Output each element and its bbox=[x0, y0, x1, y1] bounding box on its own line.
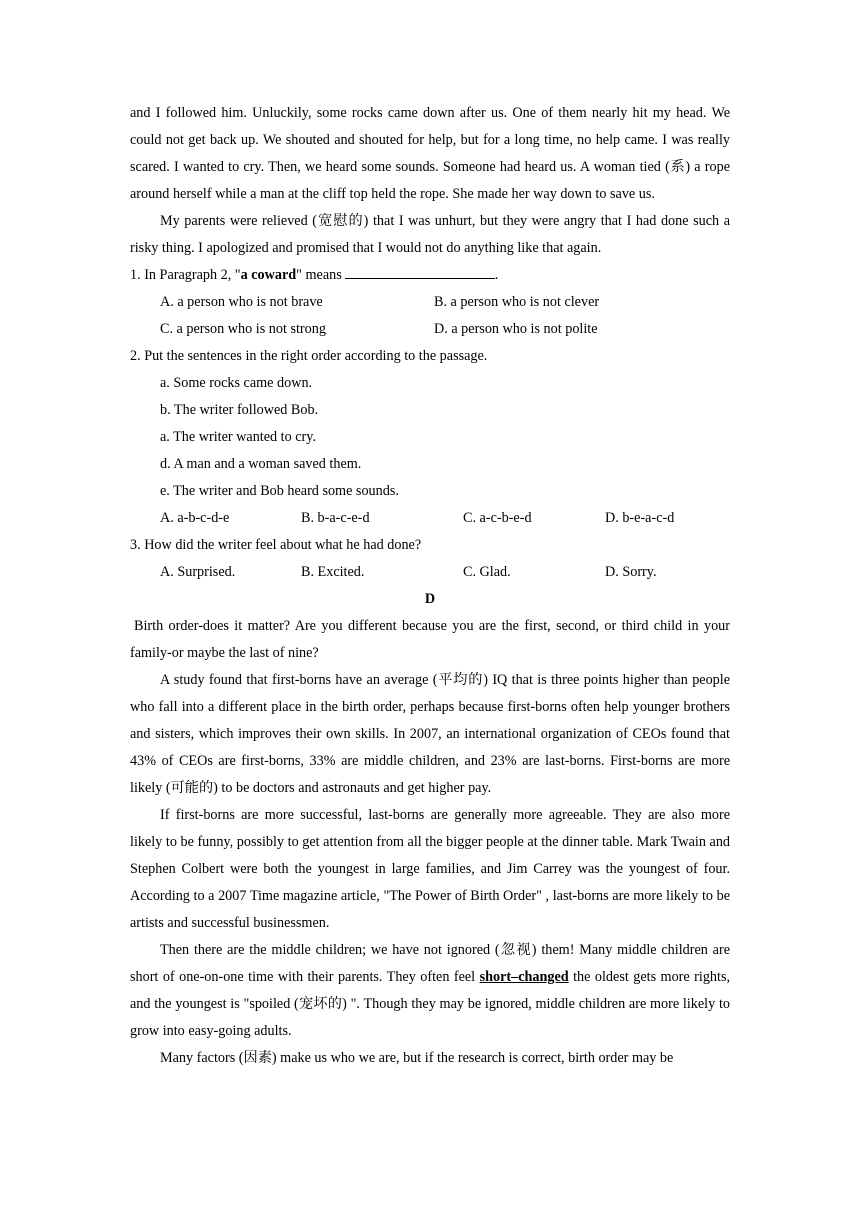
text-line: pay. bbox=[468, 780, 492, 796]
text-line: last-borns are more likely to be artists and successful businessmen. bbox=[130, 888, 730, 931]
option-d: D. Sorry. bbox=[605, 564, 657, 580]
text-line: more rights, and the youngest is "spoiled (宠坏的) ". Though they may be ignored, middle bbox=[130, 969, 731, 1012]
list-item: a. Some rocks came down. bbox=[160, 375, 313, 391]
document-page bbox=[130, 100, 730, 1072]
question-2-stem: 2. Put the sentences in the right order according to the passage. bbox=[130, 348, 488, 364]
text-line: children are more likely to grow into easy-going adults. bbox=[130, 996, 731, 1039]
passage-d-paragraph bbox=[130, 937, 730, 1045]
text-line: Then there are the middle children; we have not ignored (忽视) them! Many middle children bbox=[160, 942, 708, 958]
option-a: A. Surprised. bbox=[160, 564, 236, 580]
passage-d-paragraph bbox=[130, 802, 730, 937]
question-2-options bbox=[130, 505, 730, 532]
text-line: people who fall into a different place in the birth order, perhaps because first-borns often help bbox=[130, 672, 731, 715]
text-line: A study found that first-borns have an average (平均的) IQ that is three points higher than bbox=[160, 672, 688, 688]
question-1-options bbox=[130, 316, 730, 343]
text-line: are short of one-on-one time with their parents. They often feel bbox=[130, 942, 730, 985]
text-line: We could not get back up. We shouted and shouted for help, but for a long time, no help came. I bbox=[130, 105, 730, 148]
option-d: D. a person who is not polite bbox=[434, 321, 598, 337]
text-line: younger brothers and sisters, which improves their own skills. In 2007, an international bbox=[130, 699, 731, 742]
passage-d-paragraph bbox=[130, 613, 730, 667]
text-line: to save us. bbox=[595, 186, 655, 202]
option-b: B. b-a-c-e-d bbox=[301, 510, 370, 526]
text-line: My parents were relieved (宽慰的) that I was unhurt, but they were angry that I had done bbox=[160, 213, 689, 229]
passage-d-paragraph bbox=[130, 667, 730, 802]
text-line: more likely to be funny, possibly to get attention from all the bigger people at the dinner table. bbox=[130, 807, 730, 850]
option-a: A. a person who is not brave bbox=[160, 294, 323, 310]
text-line: the oldest gets bbox=[568, 969, 657, 985]
option-c: C. Glad. bbox=[463, 564, 511, 580]
option-c: C. a-c-b-e-d bbox=[463, 510, 532, 526]
text-line: tied (系) a rope around herself while a man at the cliff top held the rope. She made her way down bbox=[130, 159, 730, 202]
question-3-options bbox=[130, 559, 730, 586]
text-line: such a risky thing. I apologized and promised that I would not do anything like that again. bbox=[130, 213, 731, 256]
question-3-stem: 3. How did the writer feel about what he had done? bbox=[130, 537, 422, 553]
text-line: youngest of four. According to a 2007 Time magazine article, "The Power of Birth Order" , bbox=[130, 861, 731, 904]
question-1-options bbox=[130, 289, 730, 316]
passage-c-paragraph bbox=[130, 100, 730, 208]
passage-c-paragraph bbox=[130, 208, 730, 262]
option-b: B. a person who is not clever bbox=[434, 294, 600, 310]
text-line: If first-borns are more successful, last-borns are generally more agreeable. They are also bbox=[160, 807, 695, 823]
question-1-stem: 1. In Paragraph 2, "a coward" means . bbox=[130, 262, 730, 289]
text-line: Mark Twain and Stephen Colbert were both the youngest in large families, and Jim Carrey was the bbox=[130, 834, 731, 877]
text-line: Many factors (因素) make us who we are, but if the research is correct, birth order may be bbox=[160, 1050, 674, 1066]
list-item: e. The writer and Bob heard some sounds. bbox=[160, 483, 399, 499]
key-term: short–changed bbox=[479, 969, 569, 985]
text-line: Birth order-does it matter? Are you different because you are the first, second, or third child in bbox=[134, 618, 699, 634]
option-c: C. a person who is not strong bbox=[160, 321, 326, 337]
passage-d-paragraph bbox=[130, 1045, 730, 1072]
option-a: A. a-b-c-d-e bbox=[160, 510, 230, 526]
option-d: D. b-e-a-c-d bbox=[605, 510, 675, 526]
text-line: was really scared. I wanted to cry. Then, we heard some sounds. Someone had heard us. A woman bbox=[130, 132, 730, 175]
list-item: a. The writer wanted to cry. bbox=[160, 429, 316, 445]
key-term: a coward bbox=[240, 267, 297, 283]
option-b: B. Excited. bbox=[301, 564, 365, 580]
text-line: are last-borns. First-borns are more likely (可能的) to be doctors and astronauts and get higher bbox=[130, 753, 731, 796]
text-line: organization of CEOs found that 43% of CEOs are first-borns, 33% are middle children, and 23% bbox=[130, 726, 730, 769]
answer-blank bbox=[345, 264, 495, 279]
text-line: your family-or maybe the last of nine? bbox=[130, 618, 730, 661]
section-heading: D bbox=[424, 591, 436, 607]
text-line: and I followed him. Unluckily, some rocks came down after us. One of them nearly hit my head. bbox=[130, 105, 707, 121]
list-item: d. A man and a woman saved them. bbox=[160, 456, 362, 472]
list-item: b. The writer followed Bob. bbox=[160, 402, 319, 418]
